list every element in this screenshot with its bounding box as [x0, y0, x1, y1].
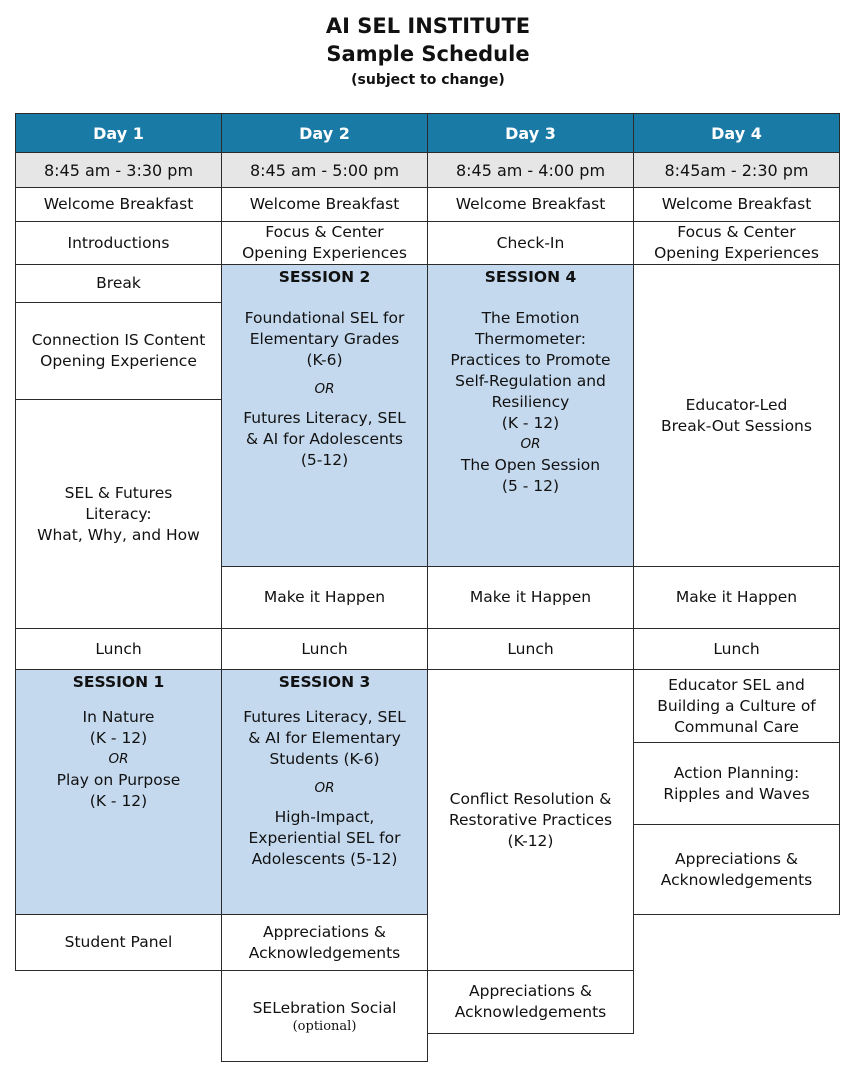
day-2-focus-center: [221, 221, 428, 265]
day-3-make-it-happen: [427, 566, 634, 629]
day-1-connection-is-content: [15, 302, 222, 400]
day-4-welcome-breakfast-text: Welcome Breakfast: [661, 195, 812, 213]
session-3-option-a-line-3: Students (K-6): [269, 750, 380, 768]
session-2-or: OR: [314, 381, 335, 397]
day-4-header: Day 4: [633, 113, 840, 153]
day-1-time: 8:45 am - 3:30 pm: [15, 152, 222, 188]
session-1-option-a-grades: (K - 12): [89, 729, 148, 747]
day-1-student-panel: [15, 914, 222, 971]
session-2-option-a-grades: (K-6): [306, 351, 343, 369]
session-3-option-b-line-3: Adolescents (5-12): [251, 850, 398, 868]
session-1-or: OR: [108, 751, 129, 767]
day-3-welcome-breakfast-text: Welcome Breakfast: [455, 195, 606, 213]
day-2-header: Day 2: [221, 113, 428, 153]
page-subtitle: Sample Schedule: [326, 42, 530, 66]
day-2-focus-line-2: Opening Experiences: [242, 244, 407, 262]
day-3-check-in: [427, 221, 634, 265]
day-3-appreciations: [427, 970, 634, 1034]
day-3-session-4: [427, 264, 634, 567]
day-3-time: 8:45 am - 4:00 pm: [427, 152, 634, 188]
session-4-option-a-line-3: Practices to Promote: [450, 351, 611, 369]
day-3-appreciations-line-2: Acknowledgements: [454, 1003, 607, 1021]
day-4-educator-sel-line-3: Communal Care: [674, 717, 799, 736]
day-4-welcome-breakfast: [633, 187, 840, 222]
day-2-make-it-happen: [221, 566, 428, 629]
day-2-welcome-breakfast-text: Welcome Breakfast: [249, 195, 400, 213]
day-1-break-text: Break: [96, 274, 141, 292]
page-title: AI SEL INSTITUTE: [325, 14, 531, 38]
day-2-make-it-happen-text: Make it Happen: [263, 588, 386, 606]
day-4-action-planning: [633, 742, 840, 825]
day-2-selebration-social: [221, 970, 428, 1062]
session-1-option-a-title: In Nature: [82, 708, 155, 726]
day-2-time: 8:45 am - 5:00 pm: [221, 152, 428, 188]
day-3-check-in-text: Check-In: [496, 233, 565, 252]
day-4-focus-line-1: Focus & Center: [677, 223, 796, 241]
session-4-option-a-line-5: Resiliency: [491, 393, 570, 411]
day-2-welcome-breakfast: [221, 187, 428, 222]
day-4-appreciations-line-1: Appreciations &: [675, 849, 798, 868]
day-2-session-2: [221, 264, 428, 567]
day-4-make-it-happen: [633, 566, 840, 629]
session-4-option-a-line-4: Self-Regulation and: [455, 372, 606, 390]
day-3-lunch-text: Lunch: [507, 639, 554, 658]
session-2-option-b-line-2: & AI for Adolescents: [246, 430, 403, 448]
day-3-conflict-line-2: Restorative Practices: [448, 810, 613, 829]
session-4-option-a-line-1: The Emotion: [481, 309, 580, 327]
day-2-appreciations: [221, 914, 428, 971]
day-4-action-line-1: Action Planning:: [673, 763, 800, 782]
session-3-option-a-line-1: Futures Literacy, SEL: [243, 708, 406, 726]
day-1-introductions-text: Introductions: [67, 233, 170, 252]
session-3-or: OR: [314, 780, 335, 796]
day-2-social-title: SELebration Social: [252, 998, 397, 1017]
day-1-header: Day 1: [15, 113, 222, 153]
day-4-educator-sel-line-2: Building a Culture of: [657, 696, 816, 715]
day-4-appreciations: [633, 824, 840, 915]
day-4-appreciations-line-2: Acknowledgements: [660, 870, 813, 889]
session-4-option-b-grades: (5 - 12): [501, 477, 560, 495]
day-3-welcome-breakfast: [427, 187, 634, 222]
day-4-lunch-text: Lunch: [713, 639, 760, 658]
session-1-option-b-title: Play on Purpose: [56, 771, 181, 789]
day-3-conflict-grades: (K-12): [507, 831, 554, 850]
day-1-futures-line-2: Literacy:: [85, 504, 152, 523]
day-3-header: Day 3: [427, 113, 634, 153]
day-1-futures-line-3: What, Why, and How: [37, 525, 200, 544]
day-1-student-panel-text: Student Panel: [64, 933, 173, 951]
day-2-lunch: [221, 628, 428, 670]
day-1-connection-line-2: Opening Experience: [40, 352, 197, 370]
day-1-lunch-text: Lunch: [95, 639, 142, 658]
session-2-option-b-grades: (5-12): [300, 451, 349, 469]
day-3-lunch: [427, 628, 634, 670]
day-1-connection-line-1: Connection IS Content: [31, 331, 206, 349]
session-2-option-a-line-2: Elementary Grades: [249, 330, 400, 348]
day-1-break: [15, 264, 222, 303]
day-1-sel-futures-literacy: [15, 399, 222, 629]
day-4-breakout-line-2: Break-Out Sessions: [661, 416, 812, 435]
day-4-focus-center: [633, 221, 840, 265]
session-3-title: SESSION 3: [278, 673, 371, 691]
session-2-option-a-line-1: Foundational SEL for: [244, 309, 405, 327]
day-4-breakout-sessions: [633, 264, 840, 567]
day-1-welcome-breakfast: [15, 187, 222, 222]
session-3-option-a-line-2: & AI for Elementary: [248, 729, 401, 747]
day-4-lunch: [633, 628, 840, 670]
day-1-futures-line-1: SEL & Futures: [64, 483, 173, 502]
session-4-or: OR: [520, 436, 541, 452]
session-4-title: SESSION 4: [484, 268, 577, 286]
day-1-lunch: [15, 628, 222, 670]
day-1-introductions: [15, 221, 222, 265]
session-4-option-a-line-2: Thermometer:: [474, 330, 587, 348]
day-1-session-1: [15, 669, 222, 915]
day-4-action-line-2: Ripples and Waves: [663, 784, 810, 803]
day-1-welcome-breakfast-text: Welcome Breakfast: [43, 195, 194, 213]
day-4-educator-sel-line-1: Educator SEL and: [668, 675, 805, 694]
session-4-option-a-grades: (K - 12): [501, 414, 560, 432]
day-2-appreciations-line-2: Acknowledgements: [248, 943, 401, 962]
day-3-conflict-line-1: Conflict Resolution &: [449, 789, 612, 808]
day-3-make-it-happen-text: Make it Happen: [469, 588, 592, 606]
session-1-title: SESSION 1: [72, 673, 165, 691]
session-1-option-b-grades: (K - 12): [89, 792, 148, 810]
page-note: (subject to change): [351, 72, 505, 88]
day-4-breakout-line-1: Educator-Led: [685, 395, 788, 414]
day-3-appreciations-line-1: Appreciations &: [469, 982, 592, 1000]
day-4-focus-line-2: Opening Experiences: [654, 244, 819, 262]
day-4-make-it-happen-text: Make it Happen: [675, 588, 798, 606]
session-2-option-b-line-1: Futures Literacy, SEL: [243, 409, 406, 427]
day-2-focus-line-1: Focus & Center: [265, 223, 384, 241]
session-3-option-b-line-2: Experiential SEL for: [248, 829, 401, 847]
day-4-educator-sel: [633, 669, 840, 743]
session-2-title: SESSION 2: [278, 268, 371, 286]
day-2-lunch-text: Lunch: [301, 639, 348, 658]
day-4-time: 8:45am - 2:30 pm: [633, 152, 840, 188]
session-4-option-b-title: The Open Session: [460, 456, 601, 474]
session-3-option-b-line-1: High-Impact,: [274, 808, 375, 826]
day-2-session-3: [221, 669, 428, 915]
day-2-appreciations-line-1: Appreciations &: [263, 922, 386, 941]
day-2-social-note: (optional): [292, 1018, 357, 1034]
day-3-conflict-resolution: [427, 669, 634, 971]
